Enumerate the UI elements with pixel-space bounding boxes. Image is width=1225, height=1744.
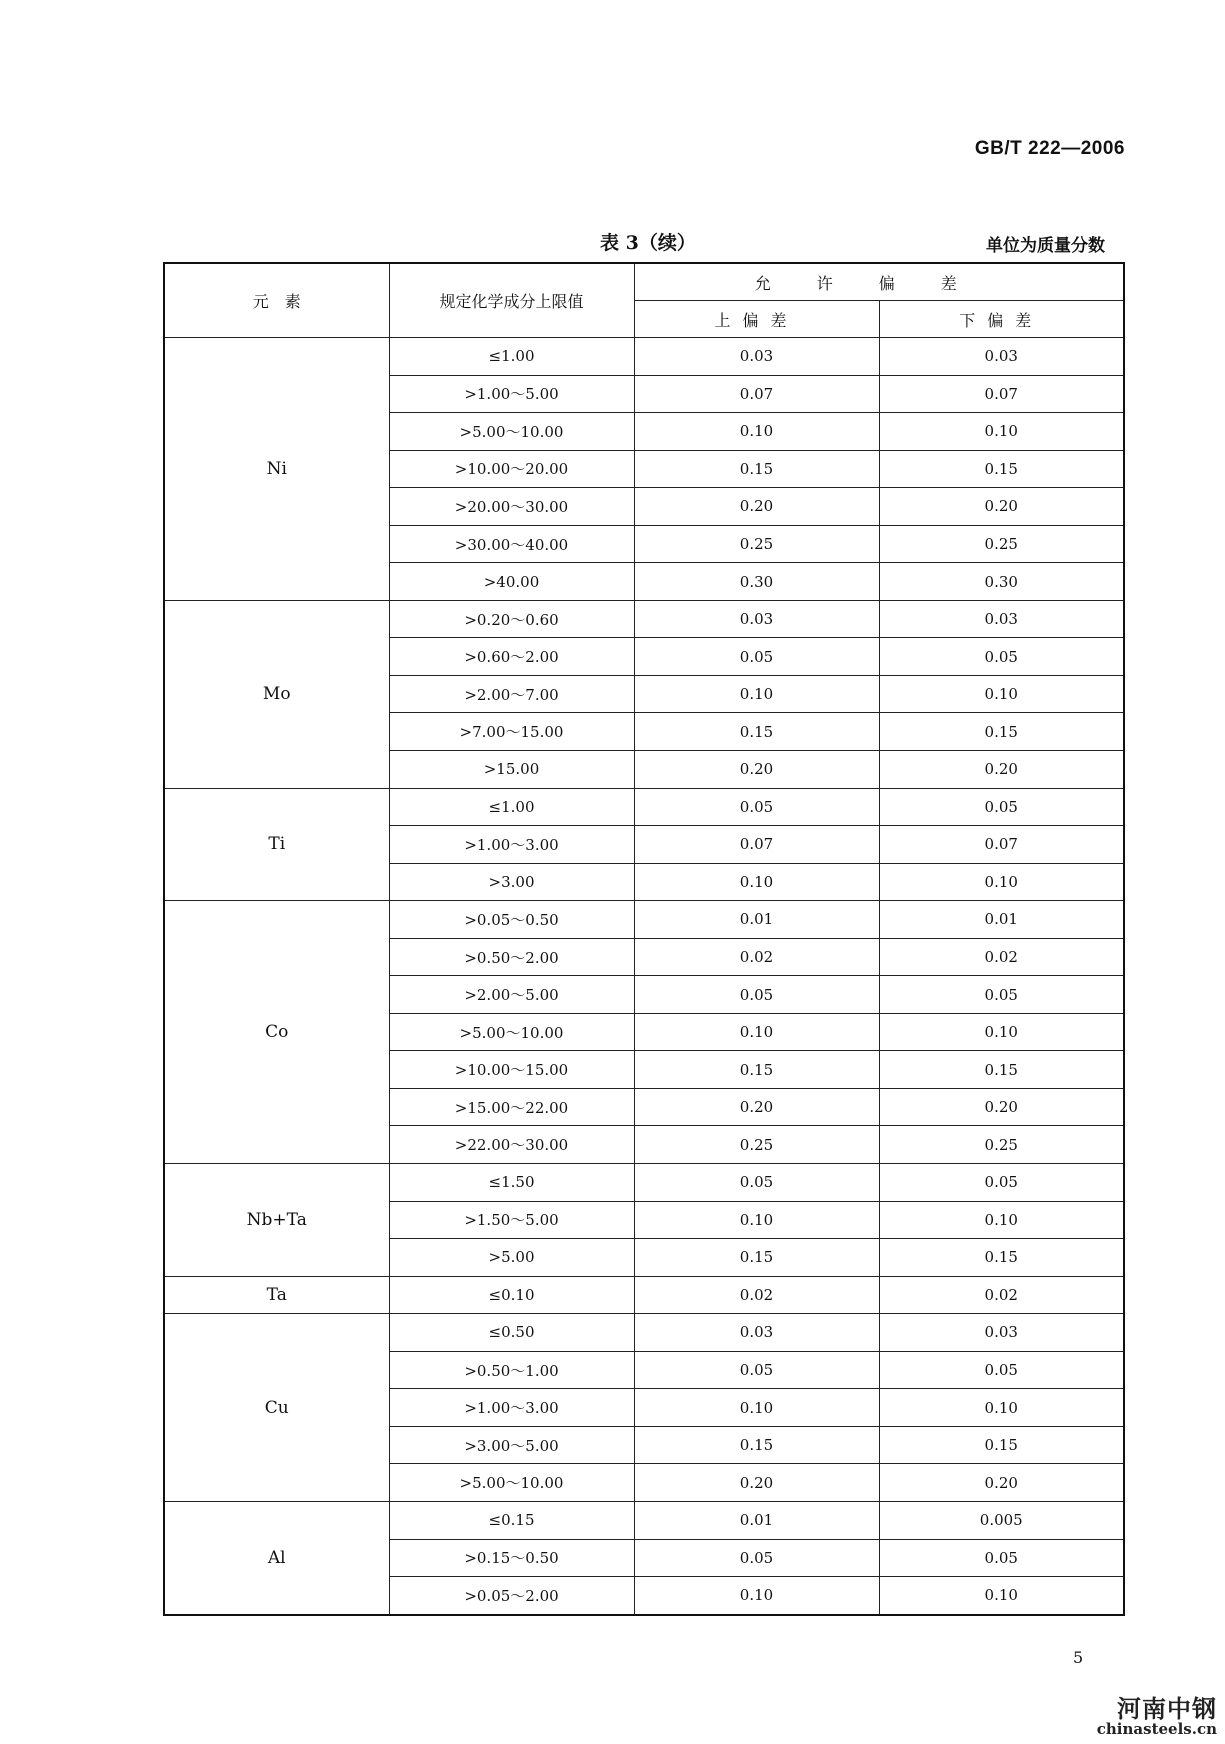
lower-cell: 0.15 <box>879 1239 1124 1277</box>
upper-cell: 0.25 <box>634 525 879 563</box>
lower-cell: 0.15 <box>879 713 1124 751</box>
watermark-name: 河南中钢 <box>1117 1695 1217 1724</box>
standard-code: GB/T 222—2006 <box>974 138 1125 159</box>
limit-cell: >0.20～0.60 <box>389 600 634 638</box>
lower-cell: 0.10 <box>879 1577 1124 1615</box>
limit-cell: >22.00～30.00 <box>389 1126 634 1164</box>
table-caption: 表 3（续） <box>600 232 696 254</box>
lower-cell: 0.10 <box>879 413 1124 451</box>
limit-cell: >15.00 <box>389 751 634 789</box>
upper-cell: 0.10 <box>634 863 879 901</box>
element-cell: Cu <box>164 1314 389 1502</box>
lower-cell: 0.15 <box>879 1426 1124 1464</box>
limit-cell: >0.50～2.00 <box>389 938 634 976</box>
limit-cell: ≤1.00 <box>389 338 634 376</box>
table-row <box>164 1501 1124 1539</box>
lower-cell: 0.15 <box>879 450 1124 488</box>
lower-cell: 0.15 <box>879 1051 1124 1089</box>
header-lower: 下偏差 <box>879 301 1124 338</box>
upper-cell: 0.10 <box>634 1389 879 1427</box>
lower-cell: 0.03 <box>879 600 1124 638</box>
limit-cell: >5.00～10.00 <box>389 1464 634 1502</box>
upper-cell: 0.05 <box>634 1164 879 1202</box>
upper-cell: 0.20 <box>634 488 879 526</box>
upper-cell: 0.15 <box>634 450 879 488</box>
watermark-site: chinasteels.cn <box>1096 1720 1217 1739</box>
lower-cell: 0.05 <box>879 788 1124 826</box>
limit-cell: ≤1.00 <box>389 788 634 826</box>
upper-cell: 0.25 <box>634 1126 879 1164</box>
limit-cell: >0.15～0.50 <box>389 1539 634 1577</box>
lower-cell: 0.30 <box>879 563 1124 601</box>
table-row <box>164 1276 1124 1314</box>
lower-cell: 0.10 <box>879 863 1124 901</box>
upper-cell: 0.15 <box>634 713 879 751</box>
element-cell: Al <box>164 1501 389 1614</box>
table-row <box>164 901 1124 939</box>
limit-cell: ≤0.50 <box>389 1314 634 1352</box>
element-cell: Ni <box>164 338 389 601</box>
lower-cell: 0.05 <box>879 638 1124 676</box>
limit-cell: >0.05～2.00 <box>389 1577 634 1615</box>
lower-cell: 0.02 <box>879 1276 1124 1314</box>
table-row <box>164 338 1124 376</box>
upper-cell: 0.10 <box>634 413 879 451</box>
lower-cell: 0.20 <box>879 488 1124 526</box>
limit-cell: >1.00～3.00 <box>389 826 634 864</box>
limit-cell: >0.50～1.00 <box>389 1351 634 1389</box>
limit-cell: >1.50～5.00 <box>389 1201 634 1239</box>
lower-cell: 0.05 <box>879 1539 1124 1577</box>
lower-cell: 0.10 <box>879 675 1124 713</box>
upper-cell: 0.10 <box>634 1577 879 1615</box>
lower-cell: 0.03 <box>879 1314 1124 1352</box>
table-row <box>164 1164 1124 1202</box>
lower-cell: 0.20 <box>879 1464 1124 1502</box>
lower-cell: 0.25 <box>879 1126 1124 1164</box>
lower-cell: 0.10 <box>879 1201 1124 1239</box>
lower-cell: 0.10 <box>879 1013 1124 1051</box>
header-upper: 上偏差 <box>634 301 879 338</box>
limit-cell: >2.00～7.00 <box>389 675 634 713</box>
upper-cell: 0.10 <box>634 675 879 713</box>
tolerance-table <box>163 262 1125 1616</box>
limit-cell: ≤1.50 <box>389 1164 634 1202</box>
lower-cell: 0.20 <box>879 1088 1124 1126</box>
upper-cell: 0.07 <box>634 375 879 413</box>
element-cell: Nb+Ta <box>164 1164 389 1277</box>
lower-cell: 0.03 <box>879 338 1124 376</box>
lower-cell: 0.02 <box>879 938 1124 976</box>
element-cell: Co <box>164 901 389 1164</box>
limit-cell: >1.00～5.00 <box>389 375 634 413</box>
page-number: 5 <box>1073 1648 1084 1667</box>
lower-cell: 0.25 <box>879 525 1124 563</box>
lower-cell: 0.005 <box>879 1501 1124 1539</box>
lower-cell: 0.05 <box>879 1164 1124 1202</box>
limit-cell: >10.00～20.00 <box>389 450 634 488</box>
limit-cell: ≤0.15 <box>389 1501 634 1539</box>
table-row <box>164 1314 1124 1352</box>
lower-cell: 0.05 <box>879 976 1124 1014</box>
limit-cell: >3.00 <box>389 863 634 901</box>
element-cell: Ti <box>164 788 389 901</box>
upper-cell: 0.20 <box>634 1464 879 1502</box>
upper-cell: 0.07 <box>634 826 879 864</box>
upper-cell: 0.01 <box>634 1501 879 1539</box>
table-body <box>164 338 1124 1615</box>
upper-cell: 0.30 <box>634 563 879 601</box>
header-limit: 规定化学成分上限值 <box>389 263 634 338</box>
element-cell: Mo <box>164 600 389 788</box>
limit-cell: >7.00～15.00 <box>389 713 634 751</box>
lower-cell: 0.05 <box>879 1351 1124 1389</box>
upper-cell: 0.05 <box>634 638 879 676</box>
upper-cell: 0.20 <box>634 1088 879 1126</box>
table-unit: 单位为质量分数 <box>986 236 1105 256</box>
limit-cell: >5.00～10.00 <box>389 413 634 451</box>
lower-cell: 0.07 <box>879 826 1124 864</box>
table-row <box>164 600 1124 638</box>
lower-cell: 0.07 <box>879 375 1124 413</box>
header-element: 元 素 <box>164 263 389 338</box>
upper-cell: 0.02 <box>634 1276 879 1314</box>
upper-cell: 0.20 <box>634 751 879 789</box>
lower-cell: 0.10 <box>879 1389 1124 1427</box>
upper-cell: 0.05 <box>634 1539 879 1577</box>
watermark <box>1097 1697 1217 1738</box>
upper-cell: 0.03 <box>634 1314 879 1352</box>
limit-cell: >3.00～5.00 <box>389 1426 634 1464</box>
limit-cell: >1.00～3.00 <box>389 1389 634 1427</box>
upper-cell: 0.03 <box>634 600 879 638</box>
upper-cell: 0.05 <box>634 788 879 826</box>
limit-cell: >30.00～40.00 <box>389 525 634 563</box>
upper-cell: 0.15 <box>634 1239 879 1277</box>
limit-cell: >5.00～10.00 <box>389 1013 634 1051</box>
header-tolerance: 允许偏差 <box>634 263 1124 301</box>
table-row <box>164 788 1124 826</box>
limit-cell: >5.00 <box>389 1239 634 1277</box>
limit-cell: ≤0.10 <box>389 1276 634 1314</box>
limit-cell: >2.00～5.00 <box>389 976 634 1014</box>
upper-cell: 0.05 <box>634 976 879 1014</box>
element-cell: Ta <box>164 1276 389 1314</box>
limit-cell: >0.05～0.50 <box>389 901 634 939</box>
limit-cell: >15.00～22.00 <box>389 1088 634 1126</box>
upper-cell: 0.03 <box>634 338 879 376</box>
upper-cell: 0.10 <box>634 1201 879 1239</box>
upper-cell: 0.10 <box>634 1013 879 1051</box>
upper-cell: 0.15 <box>634 1051 879 1089</box>
limit-cell: >0.60～2.00 <box>389 638 634 676</box>
upper-cell: 0.15 <box>634 1426 879 1464</box>
lower-cell: 0.20 <box>879 751 1124 789</box>
limit-cell: >20.00～30.00 <box>389 488 634 526</box>
upper-cell: 0.05 <box>634 1351 879 1389</box>
upper-cell: 0.02 <box>634 938 879 976</box>
limit-cell: >10.00～15.00 <box>389 1051 634 1089</box>
lower-cell: 0.01 <box>879 901 1124 939</box>
upper-cell: 0.01 <box>634 901 879 939</box>
limit-cell: >40.00 <box>389 563 634 601</box>
